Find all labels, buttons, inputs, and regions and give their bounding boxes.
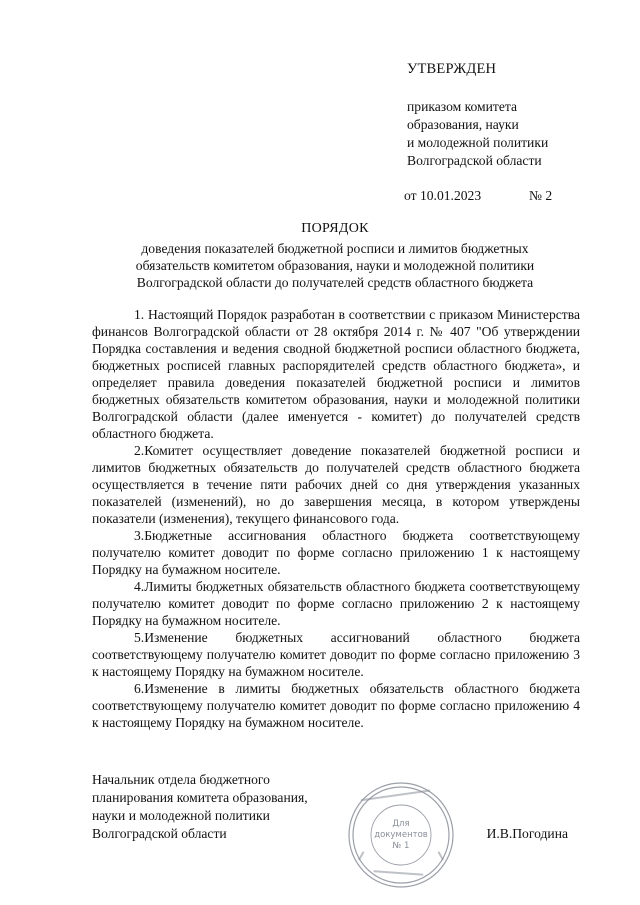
signature-block (92, 771, 580, 861)
document-subtitle (90, 240, 580, 291)
approved-by-line: приказом комитета (407, 99, 518, 114)
signer-position-line: планирования комитета образования, (92, 790, 308, 805)
paragraph-1: 1. Настоящий Порядок разработан в соответствии с приказом Министерства финансов Волгоградской области от 28 октября 2014 г. № 407 "Об утверждении Порядка составления и ведения сводной бюджетной росписи областного бюджета, бюджетных росписей главных распорядителей средств областного бюджета», и определяет правила доведения показателей бюджетной росписи и лимитов бюджетных обязательств комитетом образования, науки и молодежной политики Волгоградской области (далее именуется - комитет) до получателей средств областного бюджета. (92, 307, 580, 441)
signer-name: И.В.Погодина (486, 826, 568, 841)
document-subtitle-line: доведения показателей бюджетной росписи и лимитов бюджетных (141, 241, 529, 256)
paragraph-6: 6.Изменение в лимиты бюджетных обязательств областного бюджета соответствующему получателю комитет доводит по форме согласно приложению 4 к настоящему Порядку на бумажном носителе. (92, 681, 580, 730)
order-number: № 2 (529, 188, 553, 203)
approved-by-lines (407, 98, 607, 170)
document-subtitle-line: обязательств комитетом образования, науки и молодежной политики (135, 258, 535, 273)
document-title-main: ПОРЯДОК (301, 221, 369, 236)
document-subtitle-line: Волгоградской области до получателей средств областного бюджета (136, 275, 534, 290)
stamp-line: Для (392, 819, 410, 829)
paragraph-5: 5.Изменение бюджетных ассигнований областного бюджета соответствующему получателю комитет доводит по форме согласно приложению 3 к настоящему Порядку на бумажном носителе. (92, 630, 580, 679)
document-body (92, 306, 580, 731)
approved-by-line: Волгоградской области (407, 153, 542, 168)
stamp-line: документов (374, 830, 428, 840)
paragraph-2: 2.Комитет осуществляет доведение показателей бюджетной росписи и лимитов бюджетных обязательств до получателей средств областного бюджета осуществляется в течение пяти рабочих дней со дня утверждения указанных показателей (изменений), но до завершения месяца, в котором утверждены показатели (изменения), текущего финансового года. (92, 443, 580, 526)
signer-position-line: науки и молодежной политики (92, 808, 270, 823)
document-title (90, 220, 580, 291)
paragraph-4: 4.Лимиты бюджетных обязательств областного бюджета соответствующему получателю комитет доводит по форме согласно приложению 2 к настоящему Порядку на бумажном носителе. (92, 579, 580, 628)
signer-position-line: Волгоградской области (92, 826, 227, 841)
order-date-number (404, 187, 574, 205)
approved-by-line: образования, науки (407, 117, 519, 132)
signer-position (92, 771, 308, 843)
signer-position-line: Начальник отдела бюджетного (92, 772, 270, 787)
stamp-line: № 1 (392, 841, 410, 851)
approval-block (407, 60, 607, 170)
approved-heading: УТВЕРЖДЕН (407, 61, 497, 77)
order-date: от 10.01.2023 (404, 188, 482, 203)
paragraph-3: 3.Бюджетные ассигнования областного бюджета соответствующему получателю комитет доводит по форме согласно приложению 1 к настоящему Порядку на бумажном носителе. (92, 528, 580, 577)
approved-by-line: и молодежной политики (407, 135, 549, 150)
